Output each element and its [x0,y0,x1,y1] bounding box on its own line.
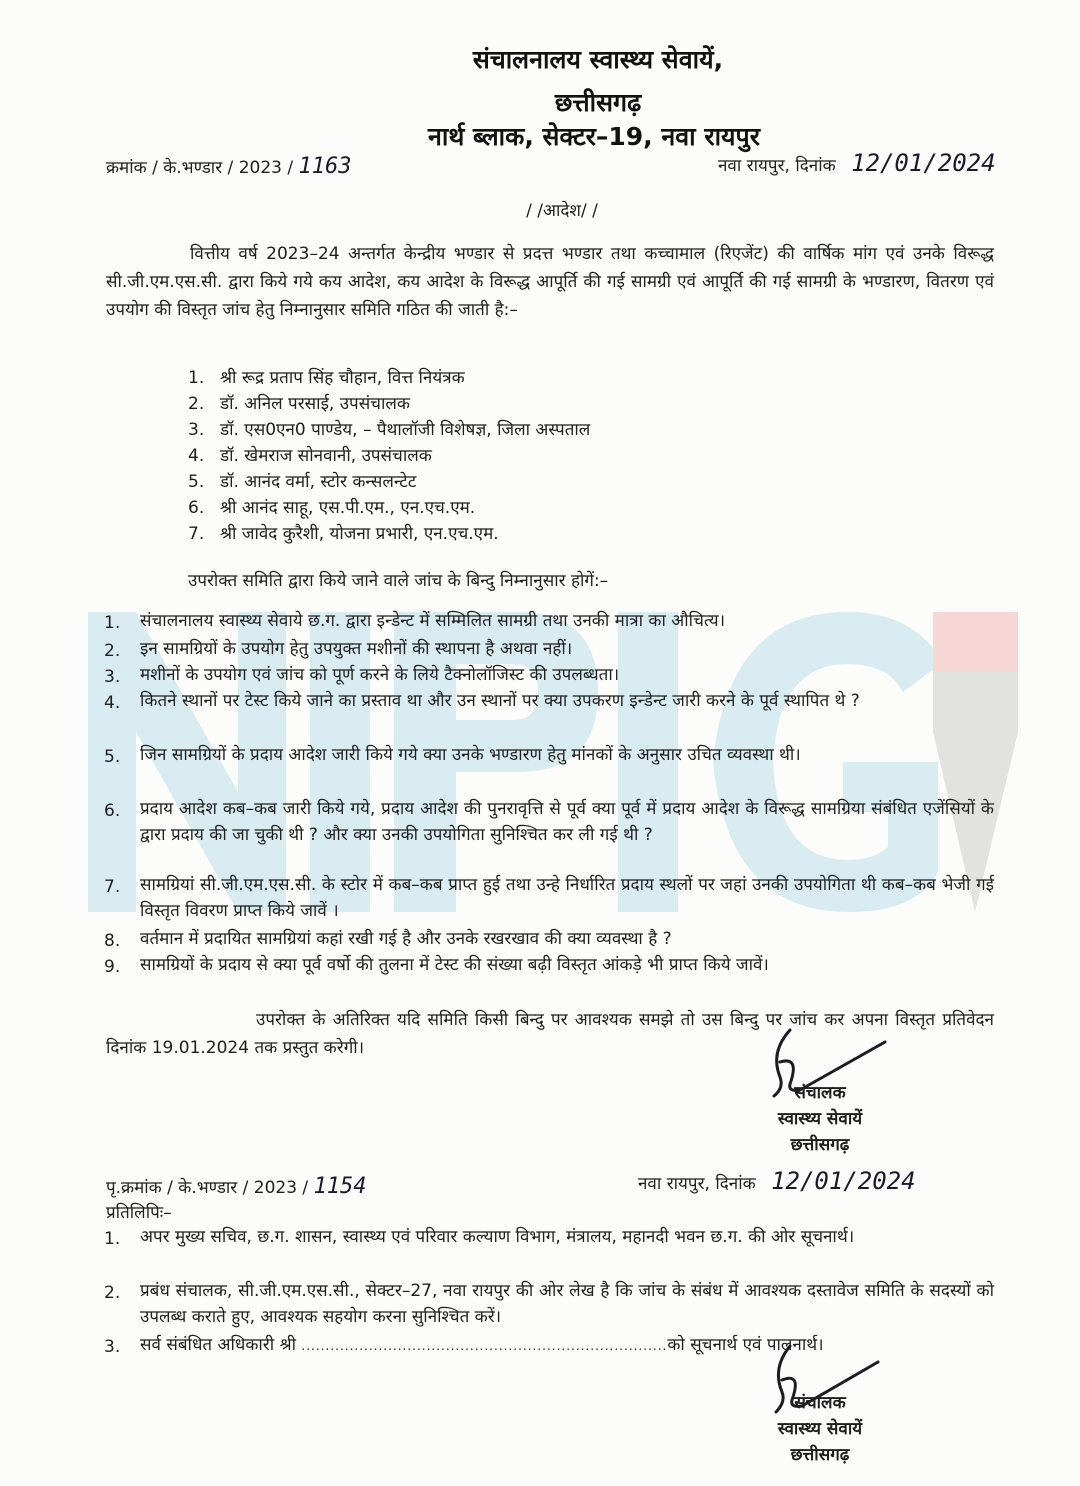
point-text: सामग्रियां सी.जी.एम.एस.सी. के स्टोर में कब–कब प्राप्त हुई तथा उन्हे निर्धारित प्रदाय स्थलों पर जहां उनकी उपयोगिता थी कब–कब भेजी गई विस्तृत विवरण प्राप्त किये जावें । [140,875,994,921]
point-number: 4. [104,693,121,713]
point-number: 1. [104,613,121,633]
intro-paragraph: वित्तीय वर्ष 2023–24 अन्तर्गत केन्द्रीय भण्डार से प्रदत्त भण्डार तथा कच्चामाल (रिएजेंट) की वार्षिक मांग एवं उनके विरूद्ध सी.जी.एम.एस.सी. द्वारा किये गये कय आदेश, कय आदेश के विरूद्ध आपूर्ति की गई सामग्री एवं आपूर्ति की गई सामग्री के भण्डारण, वितरण एवं उपयोग की विस्तृत जांच हेतु निम्नानुसार समिति गठित की जाती है:– [106,244,994,320]
inquiry-point [104,742,994,768]
point-number: 7. [104,877,121,897]
committee-member [188,444,432,468]
member-number: 6. [188,498,205,518]
copy-to-label: प्रतिलिपिः– [106,1203,172,1223]
member-number: 2. [188,394,205,414]
member-name: डॉ. खेमराज सोनवानी, उपसंचालक [220,446,432,466]
header-state: छत्तीसगढ़ [554,88,642,117]
copy-number: 1. [104,1229,121,1249]
point-text: जिन सामग्रियों के प्रदाय आदेश जारी किये गये क्या उनके भण्डारण हेतु मांनकों के अनुसार उचित व्यवस्था थी। [140,745,801,765]
inquiry-point [104,952,994,978]
point-number: 5. [104,747,121,767]
header-directorate: संचालनालय स्वास्थ्य सेवायें, [472,45,724,74]
header-address: नार्थ ब्लाक, सेक्टर–19, नवा रायपुर [428,122,760,151]
place-date-label: नवा रायपुर, दिनांक [638,1174,756,1194]
copy-number: 3. [104,1337,121,1357]
reference-date-block [718,150,996,179]
copy-text: प्रबंध संचालक, सी.जी.एम.एस.सी., सेक्टर–27, नवा रायपुर की ओर लेख है कि जांच के संबंध में आवश्यक दस्तावेज समिति के सदस्यों को उपलब्ध कराते हुए, आवश्यक सहयोग करना सुनिश्चित करें। [140,1281,994,1327]
member-number: 1. [188,368,205,388]
member-number: 7. [188,524,205,544]
signatory-title: संचालक [794,1083,846,1103]
reference-number-block [106,154,351,181]
signatory-state: छत्तीसगढ़ [790,1135,850,1155]
endorsement-date: 12/01/2024 [771,1167,916,1195]
closing-paragraph: उपरोक्त के अतिरिक्त यदि समिति किसी बिन्दु पर आवश्यक समझे तो उस बिन्दु पर जांच कर अपना विस्तृत प्रतिवेदन दिनांक 19.01.2024 तक प्रस्तुत करेगी। [106,1010,994,1058]
signatory-department: स्वास्थ्य सेवायें [777,1109,863,1129]
order-title: / /आदेश/ / [526,201,598,221]
member-name: श्री रूद्र प्रताप सिंह चौहान, वित्त नियंत्रक [220,368,465,388]
inquiry-point [104,796,994,848]
member-number: 5. [188,472,205,492]
endorsement-prefix: पृ.क्रमांक / के.भण्डार / 2023 / [106,1178,309,1198]
inquiry-point [104,872,994,924]
inquiry-point [104,608,994,634]
copy-recipient [104,1278,994,1330]
committee-member [188,470,416,494]
member-name: डॉ. अनिल परसाई, उपसंचालक [220,394,410,414]
copy-recipient [104,1224,994,1250]
point-text: इन सामग्रियों के उपयोग हेतु उपयुक्त मशीनों की स्थापना है अथवा नहीं। [140,639,573,659]
inquiry-point [104,926,994,952]
point-number: 8. [104,931,121,951]
member-number: 4. [188,446,205,466]
point-text: सामग्रियों के प्रदाय से क्या पूर्व वर्षो की तुलना में टेस्ट की संख्या बढ़ी विस्तृत आंकड़े भी प्राप्त किये जावें। [140,955,769,975]
point-text: वर्तमान में प्रदायित सामग्रियां कहां रखी गई है और उनके रखरखाव की क्या व्यवस्था है ? [140,929,672,949]
endorsement-date-block [638,1168,916,1197]
endorsement-number: 1154 [313,1174,367,1199]
point-text: मशीनों के उपयोग एवं जांच को पूर्ण करने के लिये टैक्नोलॉजिस्ट की उपलब्धता। [140,665,620,685]
inquiry-point [104,688,994,714]
point-number: 6. [104,801,121,821]
signature-block-2 [740,1390,900,1468]
copy-text-end: को सूचनार्थ एवं पालनार्थ। [667,1335,824,1355]
signatory-title: संचालक [794,1393,846,1413]
committee-member [188,366,465,390]
committee-member [188,496,475,520]
endorsement-number-block [106,1174,367,1201]
reference-number: 1163 [298,154,352,179]
point-text: प्रदाय आदेश कब–कब जारी किये गये, प्रदाय आदेश की पुनरावृत्ति से पूर्व क्या पूर्व में प्रदाय आदेश के विरूद्ध सामग्रिया संबंधित एजेंसियों के द्वारा प्रदाय की जा चुकी थी ? और क्या उनकी उपयोगिता सुनिश्चित कर ली गई थी ? [140,799,994,845]
reference-date: 12/01/2024 [851,149,996,177]
member-name: श्री आनंद साहू, एस.पी.एम., एन.एच.एम. [220,498,476,518]
point-number: 2. [104,641,121,661]
blank-fill-line: ............................................................................ [301,1339,668,1353]
copy-text-start: सर्व संबंधित अधिकारी श्री [140,1335,297,1355]
member-name: डॉ. आनंद वर्मा, स्टोर कन्सलन्टेट [220,472,417,492]
point-number: 3. [104,667,121,687]
point-text: कितने स्थानों पर टेस्ट किये जाने का प्रस्ताव था और उन स्थानों पर क्या उपकरण इन्डेन्ट जारी करने के पूर्व स्थापित थे ? [140,691,860,711]
member-name: डॉ. एस0एन0 पाण्डेय, – पैथालॉजी विशेषज्ञ, जिला अस्पताल [220,420,591,440]
member-number: 3. [188,420,205,440]
committee-member [188,418,590,442]
signatory-state: छत्तीसगढ़ [790,1445,850,1465]
copy-number: 2. [104,1283,121,1303]
place-date-label: नवा रायपुर, दिनांक [718,156,836,176]
reference-prefix: क्रमांक / के.भण्डार / 2023 / [106,158,294,178]
copy-text: अपर मुख्य सचिव, छ.ग. शासन, स्वास्थ्य एवं परिवार कल्याण विभाग, मंत्रालय, महानदी भवन छ.ग. की ओर सूचनार्थ। [140,1227,855,1247]
committee-member [188,392,410,416]
member-name: श्री जावेद कुरैशी, योजना प्रभारी, एन.एच.एम. [220,524,499,544]
point-text: संचालनालय स्वास्थ्य सेवाये छ.ग. द्वारा इन्डेन्ट में सम्मिलित सामग्री तथा उनकी मात्रा का औचित्य। [140,611,726,631]
points-intro: उपरोक्त समिति द्वारा किये जाने वाले जांच के बिन्दु निम्नानुसार होगें:– [188,571,609,591]
inquiry-point [104,662,994,688]
inquiry-point [104,636,994,662]
signature-block-1 [740,1080,900,1158]
point-number: 9. [104,957,121,977]
committee-member [188,522,499,546]
signatory-department: स्वास्थ्य सेवायें [777,1419,863,1439]
